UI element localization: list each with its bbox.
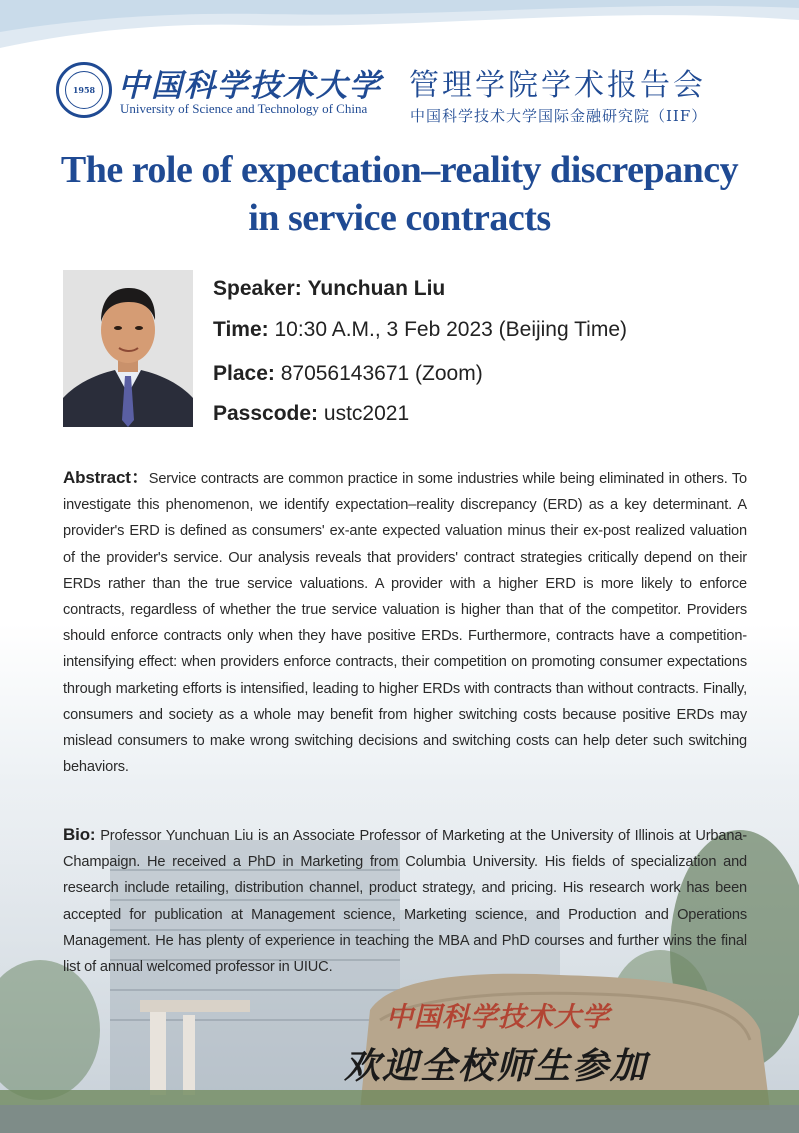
talk-title-line1: The role of expectation–reality discrepancy (60, 149, 739, 191)
university-seal-logo (56, 62, 112, 118)
abstract-paragraph (63, 465, 747, 780)
abstract-label: Abstract： (63, 468, 149, 487)
header-swoosh-decoration (0, 0, 799, 60)
talk-title-line2: in service contracts (248, 197, 551, 239)
passcode-line (213, 402, 409, 426)
place-line (213, 362, 483, 386)
speaker-name: Yunchuan Liu (307, 277, 446, 300)
time-label: Time: (213, 318, 269, 341)
university-name-cn: 中国科学技术大学 (118, 68, 382, 104)
stone-inscription: 中国科学技术大学 (386, 1002, 610, 1033)
abstract-text: Service contracts are common practice in some industries while being eliminated in others. To investigate this phenomenon, we identify expectation–reality discrepancy (ERD) as a key determinant. A provider's ERD is defined as consumers' ex-ante expected valuation minus their ex-post realized valuation of the provider's service. Our analysis reveals that providers' contract strategies critically depend on their ERDs rather than the true service valuations. A provider with a higher ERD is more likely to enforce contracts, regardless of whether the true service valuation is higher than that of the competitor. Providers should enforce contracts only when they have positive ERDs. Furthermore, contracts have a competition-intensifying effect: when providers enforce contracts, their competition on promoting consumer expectations through marketing efforts is intensified, leading to higher ERDs with contracts than without contracts. Finally, consumers and society as a whole may benefit from higher switching costs because positive ERDs may mislead consumers to make wrong switching decisions and switching costs can help deter such switching behaviors. (63, 471, 747, 776)
speaker-photo (63, 270, 193, 427)
passcode-label: Passcode: (213, 402, 319, 425)
university-name-en: University of Science and Technology of China (120, 101, 368, 116)
speaker-line (213, 277, 445, 301)
bio-text: Professor Yunchuan Liu is an Associate Professor of Marketing at the University of Illinois at Urbana-Champaign. He received a PhD in Marketing from Columbia University. His fields of specialization and research include retailing, distribution channel, product strategy, and pricing. His research work has been accepted for publication at Management science, Marketing science, and Production and Operations Management. He has plenty of experience in teaching the MBA and PhD courses and further wins the final list of annual welcomed professor in UIUC. (63, 828, 747, 976)
talk-title (40, 146, 759, 242)
bio-label: Bio: (63, 825, 96, 844)
place-value: 87056143671 (Zoom) (280, 362, 483, 385)
bio-paragraph (63, 822, 747, 980)
series-subtitle: 中国科学技术大学国际金融研究院（IIF） (410, 107, 708, 125)
welcome-slogan: 欢迎全校师生参加 (344, 1045, 649, 1087)
time-value: 10:30 A.M., 3 Feb 2023 (Beijing Time) (274, 318, 628, 341)
place-label: Place: (213, 362, 275, 385)
time-line (213, 318, 627, 342)
seal-year: 1958 (65, 71, 103, 109)
passcode-value: ustc2021 (323, 402, 410, 425)
speaker-label: Speaker: (213, 277, 302, 300)
series-title: 管理学院学术报告会 (409, 68, 706, 103)
